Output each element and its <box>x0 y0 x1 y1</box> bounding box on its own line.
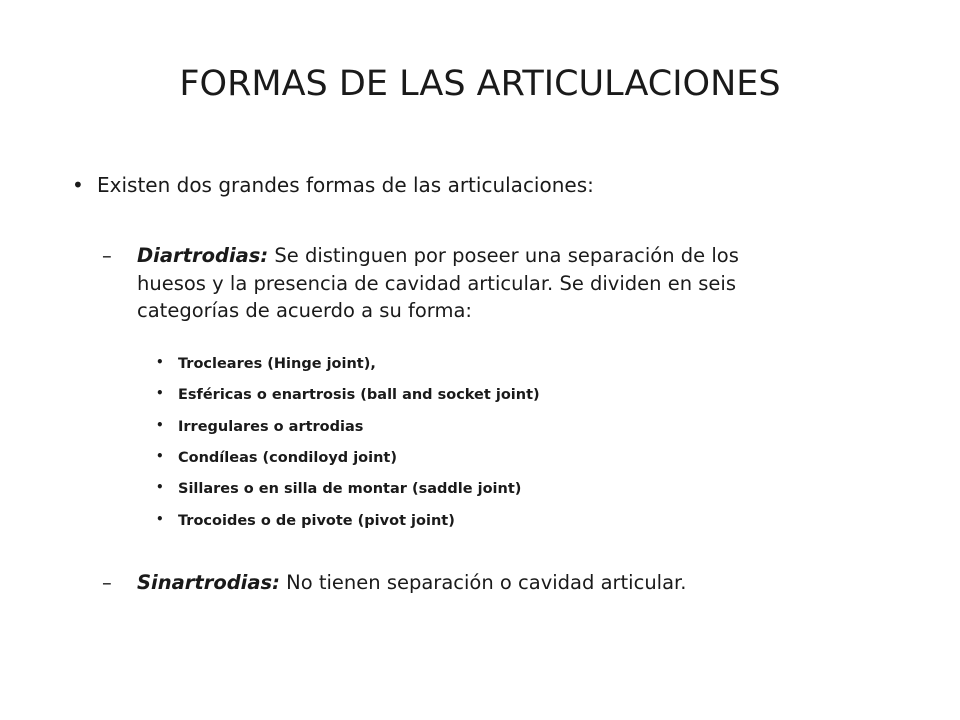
list-item <box>72 386 912 405</box>
bullet-icon: • <box>156 355 164 370</box>
category-text: Condíleas (condiloyd joint) <box>178 450 397 467</box>
categories-list <box>72 355 912 531</box>
intro-bullet <box>72 172 912 198</box>
sinartrodias-text: No tienen separación o cavidad articular. <box>279 570 687 594</box>
dash-icon: – <box>102 570 112 594</box>
sinartrodias-item <box>72 569 797 597</box>
sinartrodias-term: Sinartrodias: <box>137 570 280 594</box>
dash-icon: – <box>102 244 112 267</box>
list-item <box>72 480 912 499</box>
bullet-icon: • <box>156 386 164 401</box>
list-item <box>72 449 912 468</box>
slide-content <box>72 172 912 626</box>
bullet-icon: • <box>156 449 164 464</box>
list-item <box>72 355 912 374</box>
diartrodias-text: Se distinguen por poseer una separación de los huesos y la presencia de cavidad articular. Se dividen en seis categorías de acuerdo a su forma: <box>137 244 739 323</box>
category-text: Sillares o en silla de montar (saddle joint) <box>178 481 522 498</box>
bullet-icon: • <box>156 417 164 432</box>
category-text: Trocoides o de pivote (pivot joint) <box>178 512 455 529</box>
list-item <box>72 512 912 531</box>
list-item <box>72 418 912 437</box>
bullet-icon: • <box>156 511 164 526</box>
category-text: Trocleares (Hinge joint), <box>178 356 376 373</box>
category-text: Esféricas o enartrosis (ball and socket joint) <box>178 387 540 404</box>
diartrodias-item <box>72 242 797 325</box>
diartrodias-term: Diartrodias: <box>137 244 269 267</box>
bullet-icon: • <box>72 173 84 197</box>
intro-text: Existen dos grandes formas de las articulaciones: <box>97 173 594 197</box>
bullet-icon: • <box>156 480 164 495</box>
category-text: Irregulares o artrodias <box>178 418 364 435</box>
slide-title: FORMAS DE LAS ARTICULACIONES <box>179 64 781 104</box>
